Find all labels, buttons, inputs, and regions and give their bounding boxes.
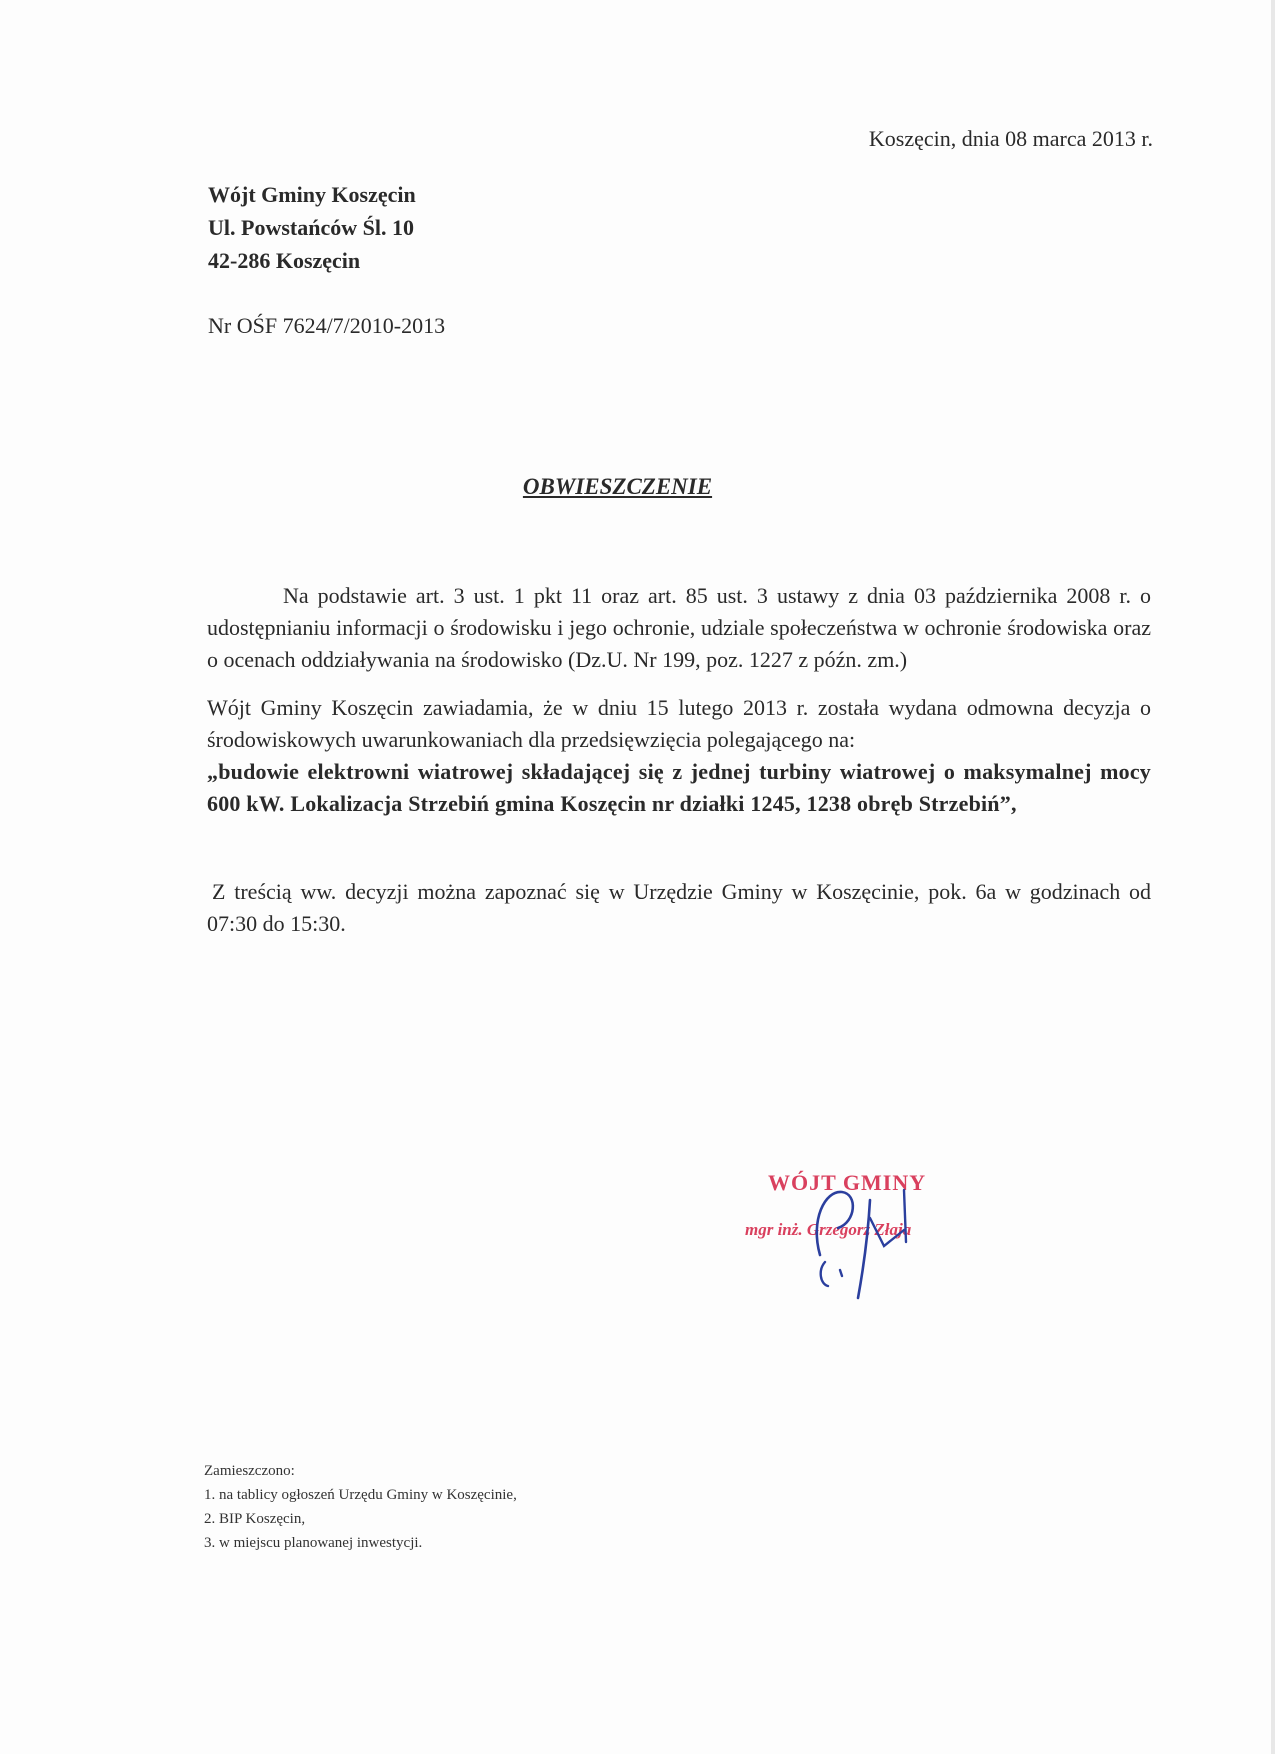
document-title-wrapper	[0, 474, 1275, 500]
posted-item: 1. na tablicy ogłoszeń Urzędu Gminy w Koszęcinie,	[204, 1487, 517, 1503]
reference-number: Nr OŚF 7624/7/2010-2013	[208, 313, 446, 338]
sender-street: Ul. Powstańców Śl. 10	[208, 215, 414, 240]
date-line: Koszęcin, dnia 08 marca 2013 r.	[868, 126, 1153, 151]
stamp-name: mgr inż. Grzegorz Złaja	[745, 1220, 912, 1239]
document-body	[207, 580, 1151, 940]
inspection-paragraph: Z treścią ww. decyzji można zapoznać się w Urzędzie Gminy w Koszęcinie, pok. 6a w godzinach od 07:30 do 15:30.	[207, 879, 1151, 936]
sender-city: 42-286 Koszęcin	[208, 248, 361, 273]
document-title: OBWIESZCZENIE	[522, 474, 713, 499]
posted-item: 2. BIP Koszęcin,	[204, 1511, 306, 1527]
posted-item: 3. w miejscu planowanej inwestycji.	[204, 1535, 423, 1551]
notice-paragraph: Wójt Gminy Koszęcin zawiadamia, że w dniu 15 lutego 2013 r. została wydana odmowna decyzja o środowiskowych uwarunkowaniach dla przedsięwzięcia polegającego na:	[207, 695, 1151, 752]
posted-locations	[204, 1459, 517, 1555]
posted-heading: Zamieszczono:	[204, 1463, 295, 1479]
stamp-title: WÓJT GMINY	[768, 1170, 927, 1195]
legal-basis-paragraph: Na podstawie art. 3 ust. 1 pkt 11 oraz art. 85 ust. 3 ustawy z dnia 03 października 2008 r. o udostępnianiu informacji o środowisku i jego ochronie, udziale społeczeństwa w ochronie środowiska oraz o ocenach oddziaływania na środowisko (Dz.U. Nr 199, poz. 1227 z późn. zm.)	[207, 583, 1151, 672]
sender-address	[208, 178, 416, 277]
project-description: „budowie elektrowni wiatrowej składającej się z jednej turbiny wiatrowej o maksymalnej mocy 600 kW. Lokalizacja Strzebiń gmina Koszęcin nr działki 1245, 1238 obręb Strzebiń”,	[207, 759, 1151, 816]
scan-edge	[1271, 0, 1275, 1754]
official-stamp	[740, 1160, 980, 1310]
sender-name: Wójt Gminy Koszęcin	[208, 182, 416, 207]
handwritten-signature	[780, 1160, 930, 1300]
